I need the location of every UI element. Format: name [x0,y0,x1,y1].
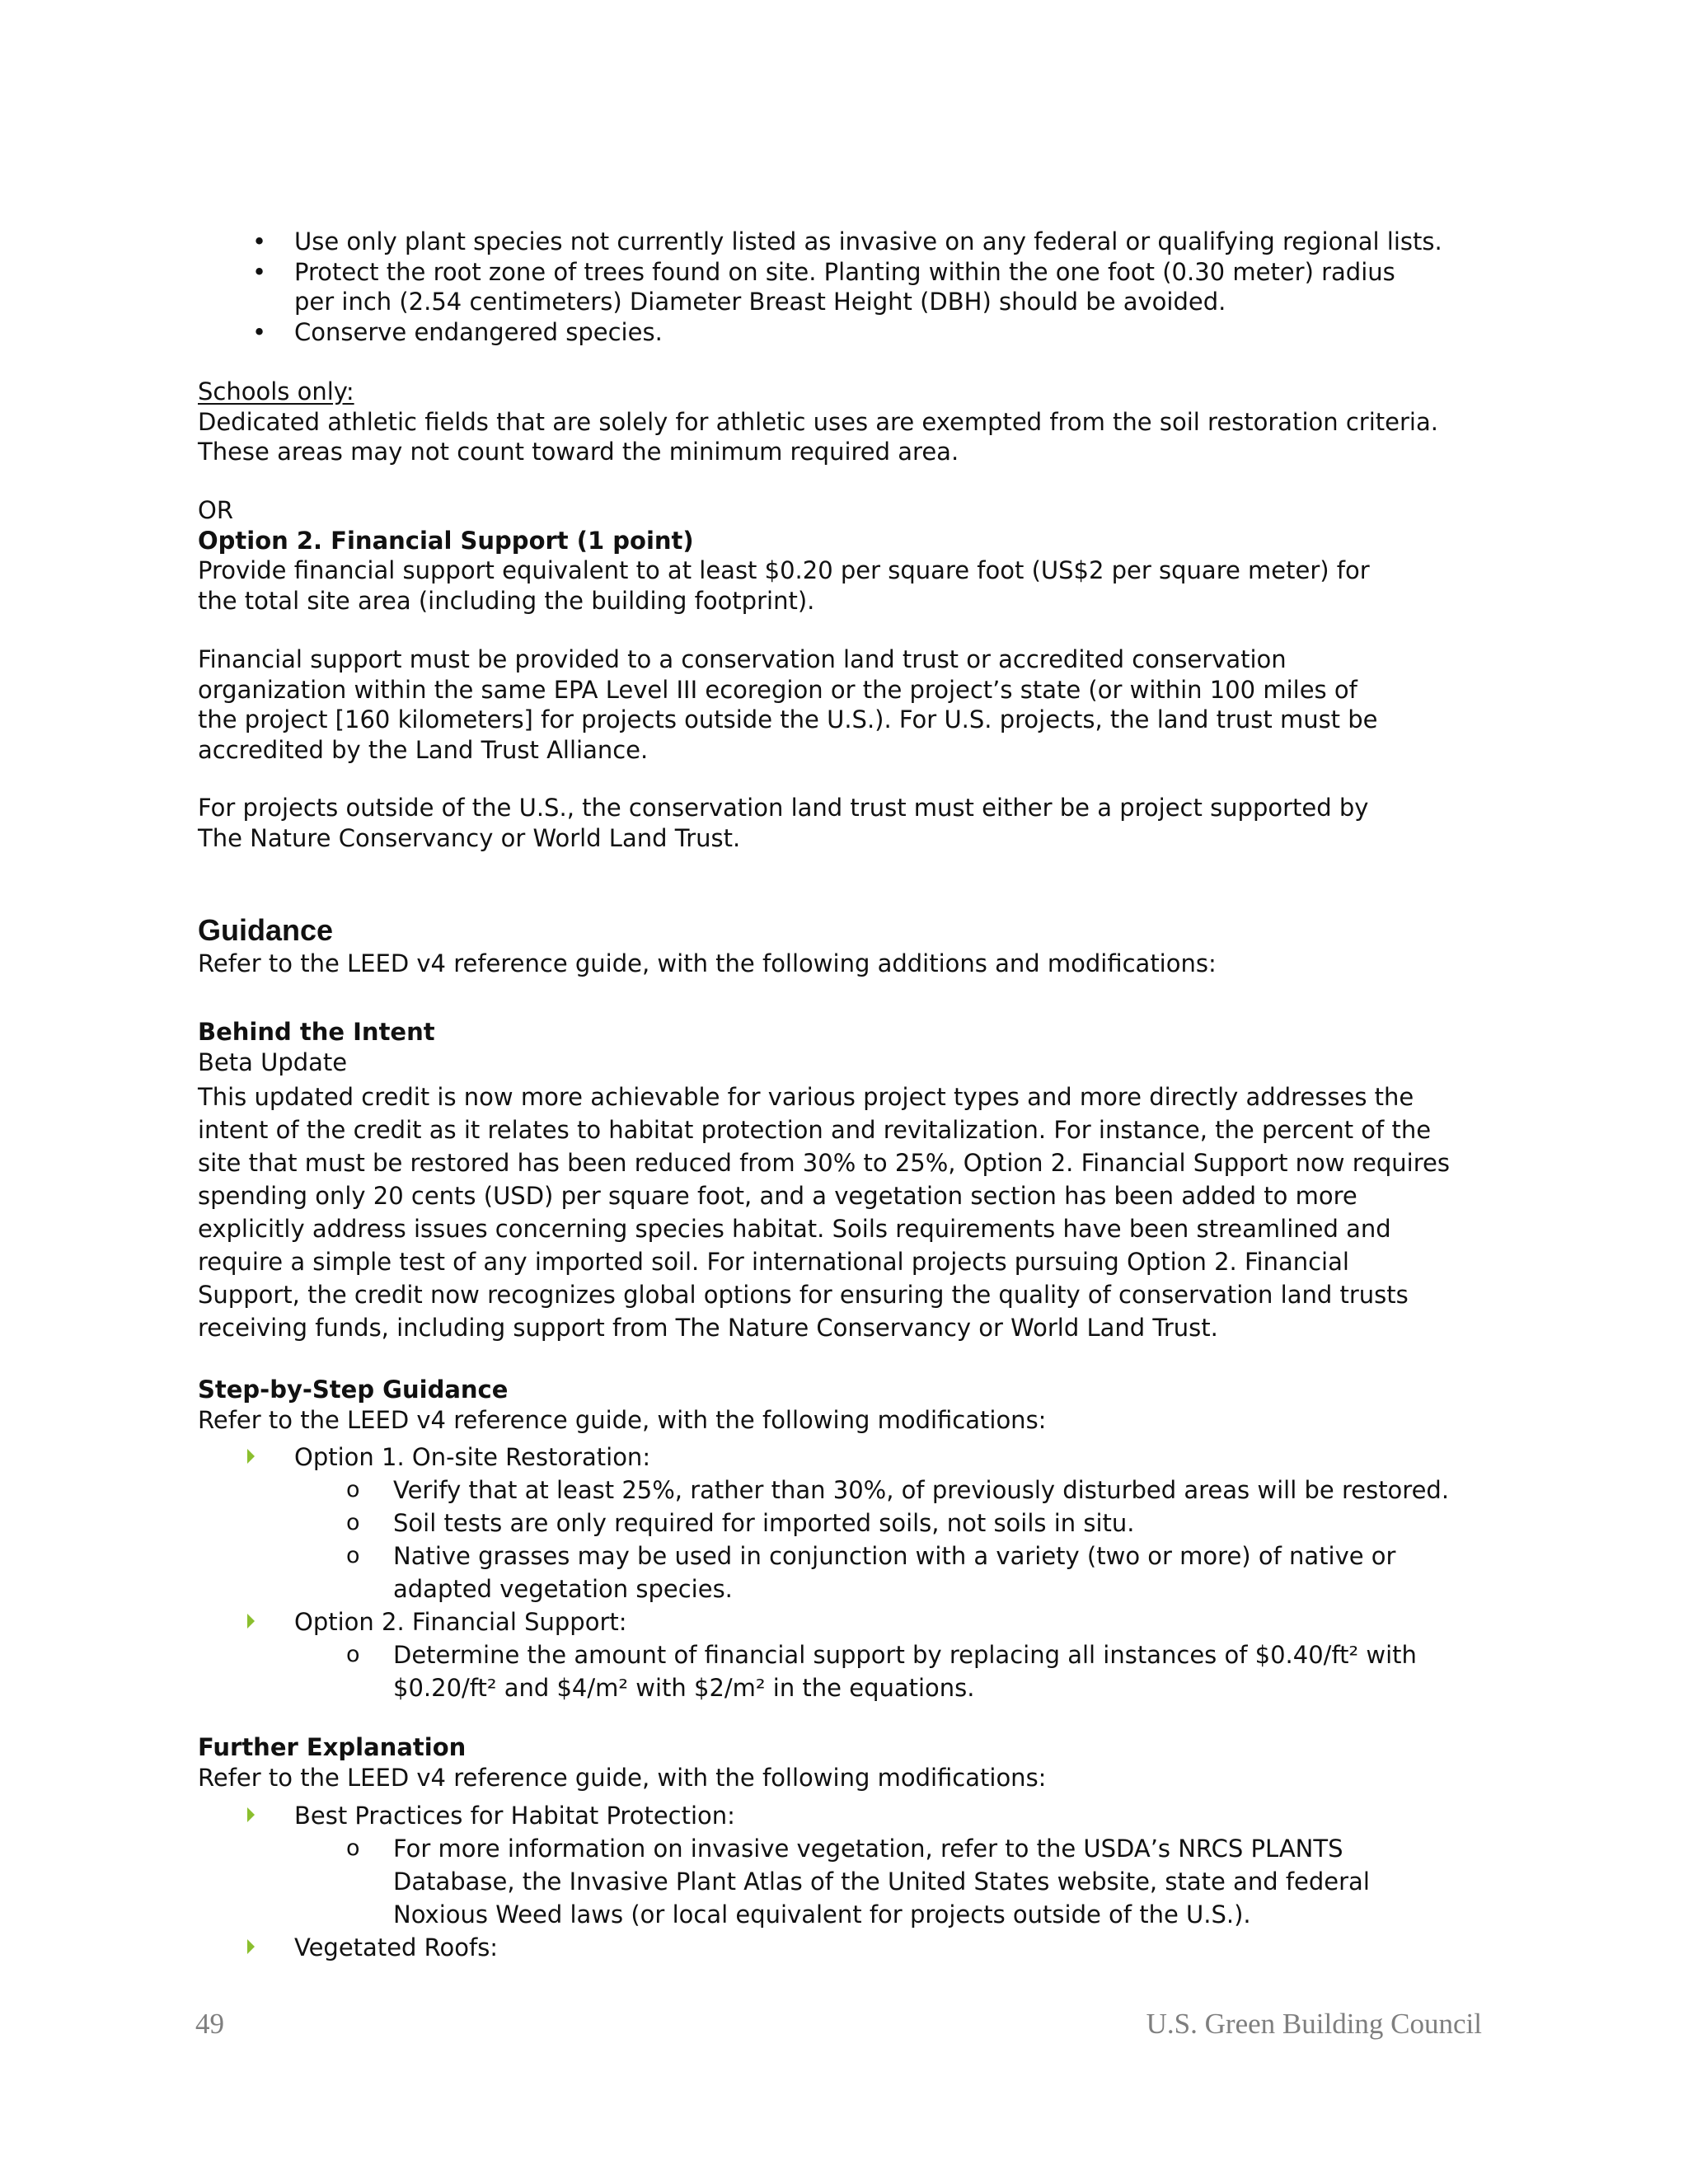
behind-intent-heading: Behind the Intent [198,1018,435,1046]
option2-paragraph-2 [198,644,1484,765]
option1-sublist [346,1474,1489,1605]
beta-update-paragraph: This updated credit is now more achievable for various project types and more directly addresses the intent of the credit as it relates to habitat protection and revitalization. For instance, the percent of the site that must be restored has been reduced from 30% to 25%, Option 2. Financial Support now requires spending only 20 cents (USD) per square foot, and a vegetation section has been added to more explicitly address issues concerning species habitat. Soils requirements have been streamlined and require a simple test of any imported soil. For international projects pursuing Option 2. Financial Support, the credit now recognizes global options for ensuring the quality of conservation land trusts receiving funds, including support from The Nature Conservancy or World Land Trust. [198,1083,1450,1342]
list-item: o Verify that at least 25%, rather than 30%, of previously disturbed areas will be restored. [393,1474,1489,1507]
paragraph-line: the project [160 kilometers] for projects outside the U.S.). For U.S. projects, the land trust must be [198,705,1378,733]
step-by-step-section [198,1375,1484,1435]
list-item: Vegetated Roofs: [294,1931,1489,1964]
step-list [294,1441,1489,1704]
option2-section [198,495,1484,616]
paragraph-line: For projects outside of the U.S., the conservation land trust must either be a project supported by [198,794,1369,822]
bullet-icon: • [252,227,267,255]
guidance-section [198,912,1484,979]
option2-sublist [346,1638,1489,1704]
list-item: • Use only plant species not currently listed as invasive on any federal or qualifying regional lists. [252,227,1442,255]
schools-only-section [198,377,1484,467]
arrow-bullet-icon [247,1939,255,1954]
top-bullet-list [252,227,1489,347]
step-intro: Refer to the LEED v4 reference guide, with the following modifications: [198,1405,1047,1434]
paragraph-line: the total site area (including the building footprint). [198,586,815,615]
arrow-bullet-icon [247,1449,255,1464]
guidance-intro: Refer to the LEED v4 reference guide, with the following additions and modifications: [198,949,1217,977]
bullet-icon: • [252,257,267,286]
bullet-icon: • [252,317,267,346]
step-heading: Step-by-Step Guidance [198,1376,509,1404]
circle-bullet-icon: o [346,1835,360,1861]
circle-bullet-icon: o [346,1543,360,1568]
paragraph-line: These areas may not count toward the minimum required area. [198,438,959,466]
footer-organization: U.S. Green Building Council [1146,2008,1482,2040]
best-practices-sublist [346,1832,1489,1931]
circle-bullet-icon: o [346,1510,360,1535]
circle-bullet-icon: o [346,1642,360,1667]
option2-paragraph-3 [198,793,1484,853]
arrow-bullet-icon [247,1807,255,1822]
behind-the-intent-section [198,1017,1484,1344]
schools-only-label: Schools only: [198,377,354,405]
or-label: OR [198,496,233,524]
list-item: o For more information on invasive vegetation, refer to the USDA’s NRCS PLANTS Database, the Invasive Plant Atlas of the United States website, state and federal Noxious Weed laws (or local equivalent for projects outside of the U.S.). [393,1832,1489,1931]
further-list [294,1799,1489,1964]
list-item: o Soil tests are only required for imported soils, not soils in situ. [393,1507,1489,1540]
further-explanation-section [198,1732,1484,1793]
paragraph-line: Financial support must be provided to a conservation land trust or accredited conservation [198,645,1287,673]
list-item: Option 2. Financial Support: [294,1605,1489,1638]
list-item: Option 1. On-site Restoration: [294,1441,1489,1474]
page-number: 49 [195,2008,224,2040]
paragraph-line: The Nature Conservancy or World Land Trust. [198,823,741,852]
further-intro: Refer to the LEED v4 reference guide, with the following modifications: [198,1763,1047,1792]
list-item: o Determine the amount of financial support by replacing all instances of $0.40/ft² with $0.20/ft² and $4/m² with $2/m² in the equations. [393,1638,1489,1704]
paragraph-line: organization within the same EPA Level III ecoregion or the project’s state (or within 100 miles of [198,675,1357,704]
circle-bullet-icon: o [346,1477,360,1502]
paragraph-line: accredited by the Land Trust Alliance. [198,735,649,764]
list-item: Best Practices for Habitat Protection: [294,1799,1489,1832]
arrow-bullet-icon [247,1614,255,1629]
list-item: o Native grasses may be used in conjunction with a variety (two or more) of native or adapted vegetation species. [393,1540,1489,1605]
guidance-title: Guidance [198,913,334,947]
beta-update-heading: Beta Update [198,1047,348,1076]
paragraph-line: Provide financial support equivalent to at least $0.20 per square foot (US$2 per square meter) for [198,556,1370,584]
list-item: • Protect the root zone of trees found on site. Planting within the one foot (0.30 meter) radius per inch (2.54 centimeters) Diameter Breast Height (DBH) should be avoided. [252,257,1395,316]
list-item: • Conserve endangered species. [252,317,663,346]
option2-heading: Option 2. Financial Support (1 point) [198,526,694,555]
paragraph-line: Dedicated athletic fields that are solely for athletic uses are exempted from the soil restoration criteria. [198,407,1438,436]
further-heading: Further Explanation [198,1733,467,1761]
